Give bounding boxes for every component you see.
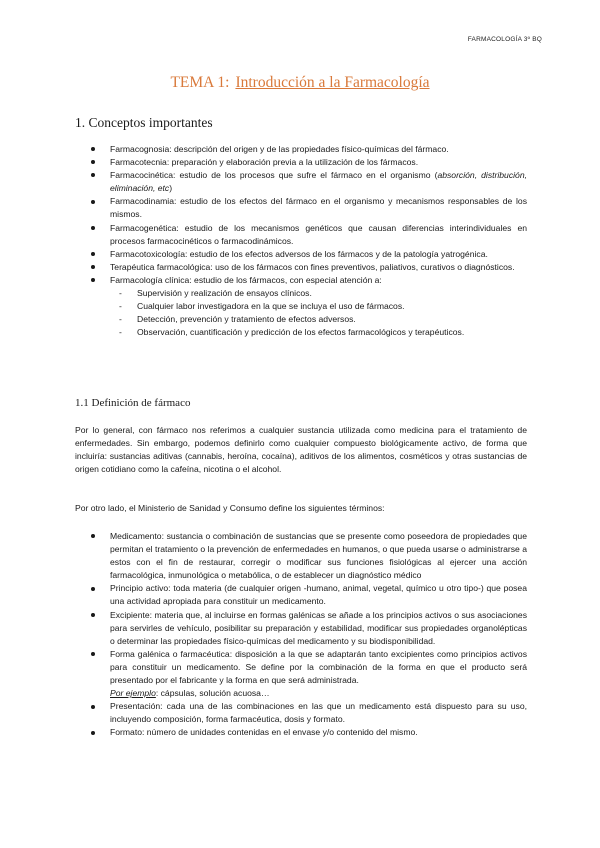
terms-list	[84, 530, 527, 740]
page-title	[0, 74, 600, 92]
list-item-text: Terapéutica farmacológica: uso de los fármacos con fines preventivos, paliativos, curativos o diagnósticos.	[110, 261, 515, 272]
example-text: : cápsulas, solución acuosa…	[155, 688, 270, 699]
list-item-text: Formato: número de unidades contenidas en el envase y/o contenido del mismo.	[110, 727, 418, 738]
list-item	[84, 156, 527, 169]
list-item	[84, 222, 527, 248]
sub-list-item: - Observación, cuantificación y predicción de los efectos farmacológicos y terapéuticos.	[110, 326, 527, 339]
section-heading: 1. Conceptos importantes	[75, 115, 213, 130]
title-subject: Introducción a la Farmacología	[235, 74, 430, 91]
list-item-italic: absorción, distribución, eliminación, etc	[110, 170, 527, 194]
list-item	[84, 261, 527, 274]
example-label: Por ejemplo	[110, 688, 156, 699]
running-header: FARMACOLOGÍA 3º BQ	[467, 36, 542, 43]
list-item-text: Presentación: cada una de las combinaciones en las que un medicamento está dispuesto para su uso, incluyendo composición, forma farmacéutica, dosis y formato.	[110, 701, 527, 725]
list-item	[84, 169, 527, 195]
title-lead: TEMA 1:	[170, 74, 230, 91]
sub-list	[110, 287, 527, 339]
list-item-text: Farmacotoxicología: estudio de los efectos adversos de los fármacos y de la patología yatrogénica.	[110, 248, 488, 259]
paragraph: Por otro lado, el Ministerio de Sanidad y Consumo define los siguientes términos:	[75, 503, 385, 513]
list-item	[84, 648, 527, 700]
list-item	[84, 582, 527, 608]
list-item	[84, 700, 527, 726]
list-item-text: Excipiente: materia que, al incluirse en formas galénicas se añade a los principios activos o sus asociaciones para servirles de vehículo, posibilitar su preparación y estabilidad, modificar sus propiedades organolépticas o determinar las propiedades físico-químicas del medicamento y su biodisponibilidad.	[110, 609, 527, 646]
list-item-text: Farmacología clínica: estudio de los fármacos, con especial atención a:	[110, 274, 382, 285]
list-item-text: Farmacotecnia: preparación y elaboración previa a la utilización de los fármacos.	[110, 157, 419, 168]
subsection-heading: 1.1 Definición de fármaco	[75, 397, 191, 409]
list-item	[84, 726, 527, 739]
sub-list-item: - Supervisión y realización de ensayos clínicos.	[110, 287, 527, 300]
list-item-text: Medicamento: sustancia o combinación de sustancias que se presente como poseedora de propiedades que permitan el tratamiento o la prevención de enfermedades en humanos, o que pueda usarse o administrarse a estos con el fin de restaurar, corregir o modificar sus funciones fisiológicas al ejercer una acción farmacológica, inmunológica o metabólica, o de establecer un diagnóstico médico	[110, 531, 527, 581]
list-item	[84, 609, 527, 648]
list-item	[84, 530, 527, 582]
list-item-text: Farmacogenética: estudio de los mecanismos genéticos que causan diferencias interindividuales en procesos farmacocinéticos o farmacodinámicos.	[110, 222, 527, 246]
list-item	[84, 274, 527, 339]
list-item-text: Principio activo: toda materia (de cualquier origen -humano, animal, vegetal, químico u otro tipo-) que posea una actividad apropiada para constituir un medicamento.	[110, 583, 527, 607]
list-item-text: Farmacognosia: descripción del origen y de las propiedades físico-químicas del fármaco.	[110, 144, 449, 154]
concepts-list	[84, 143, 527, 339]
paragraph: Por lo general, con fármaco nos referimos a cualquier sustancia utilizada como medicina para el tratamiento de enfermedades. Sin embargo, podemos definirlo como cualquier compuesto biológicamente activo, de forma que incluiría: sustancias aditivas (cannabis, heroína, cocaína), aditivos de los alimentos, cosméticos y otras sustancias de origen cotidiano como la cafeína, nicotina o el alcohol.	[75, 425, 527, 475]
sub-list-item: - Cualquier labor investigadora en la que se incluya el uso de fármacos.	[110, 300, 527, 313]
list-item	[84, 248, 527, 261]
list-item-text: Forma galénica o farmacéutica: disposición a la que se adaptarán tanto excipientes como principios activos para constituir un medicamento. Se define por la combinación de la forma en que el producto será presentado por el fabricante y la forma en que será administrada.	[110, 648, 527, 686]
list-item-text: Farmacocinética: estudio de los procesos que sufre el fármaco en el organismo (	[110, 170, 438, 181]
list-item	[84, 195, 527, 221]
sub-list-item: - Detección, prevención y tratamiento de efectos adversos.	[110, 313, 527, 326]
list-item-text: Farmacodinamia: estudio de los efectos del fármaco en el organismo y mecanismos responsables de los mismos.	[110, 196, 527, 220]
list-item-text: )	[169, 183, 173, 194]
list-item	[84, 143, 527, 156]
